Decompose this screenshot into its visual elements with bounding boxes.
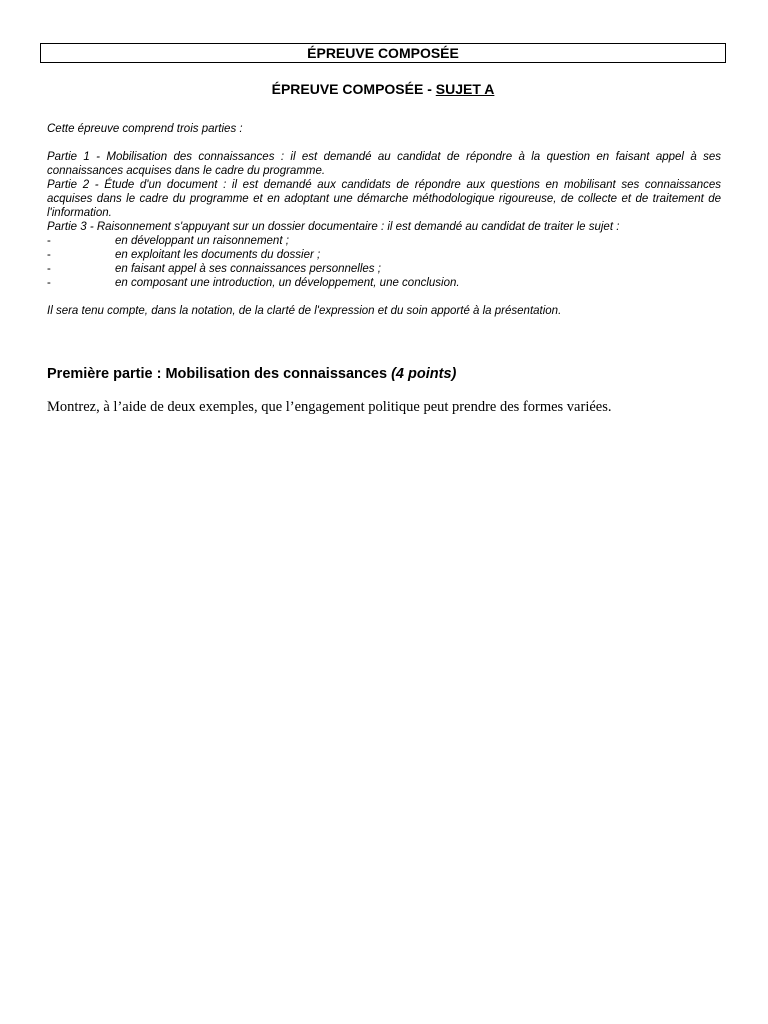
list-item-text: en composant une introduction, un développement, une conclusion.: [115, 277, 460, 289]
instructions-lead: Cette épreuve comprend trois parties :: [47, 123, 243, 135]
bullet-dash: -: [47, 249, 51, 261]
list-item-text: en exploitant les documents du dossier ;: [115, 249, 321, 261]
section-points: (4 points): [391, 366, 457, 382]
list-item: [47, 276, 721, 290]
exam-title-box: [40, 43, 726, 63]
bullet-dash: -: [47, 277, 51, 289]
section-heading: [47, 365, 456, 383]
partie-1-description: Partie 1 - Mobilisation des connaissances : il est demandé au candidat de répondre à la question en faisant appel à ses connaissances acquises dans le cadre du programme.: [47, 151, 721, 177]
bullet-dash: -: [47, 235, 51, 247]
partie-2-description: Partie 2 - Étude d'un document : il est demandé aux candidats de répondre aux questions en mobilisant ses connaissances acquises dans le cadre du programme et en adoptant une démarche méthodologique rigoureuse, de collecte et de traitement de l'information.: [47, 179, 721, 219]
subtitle-prefix: ÉPREUVE COMPOSÉE -: [271, 81, 436, 97]
exam-subtitle: [40, 80, 726, 98]
list-item: [47, 234, 721, 248]
list-item-text: en faisant appel à ses connaissances personnelles ;: [115, 263, 381, 275]
section-title: Première partie : Mobilisation des connaissances: [47, 366, 392, 382]
presentation-note: Il sera tenu compte, dans la notation, de la clarté de l'expression et du soin apporté à la présentation.: [47, 305, 562, 317]
list-item: [47, 262, 721, 276]
list-item-text: en développant un raisonnement ;: [115, 235, 289, 247]
question-text: Montrez, à l’aide de deux exemples, que l’engagement politique peut prendre des formes variées.: [47, 399, 612, 415]
subject-label: SUJET A: [435, 81, 495, 97]
list-item: [47, 248, 721, 262]
partie-3-description: Partie 3 - Raisonnement s'appuyant sur un dossier documentaire : il est demandé au candidat de traiter le sujet :: [47, 221, 620, 233]
exam-title: ÉPREUVE COMPOSÉE: [307, 45, 459, 61]
bullet-dash: -: [47, 263, 51, 275]
instructions-block: [47, 122, 721, 318]
